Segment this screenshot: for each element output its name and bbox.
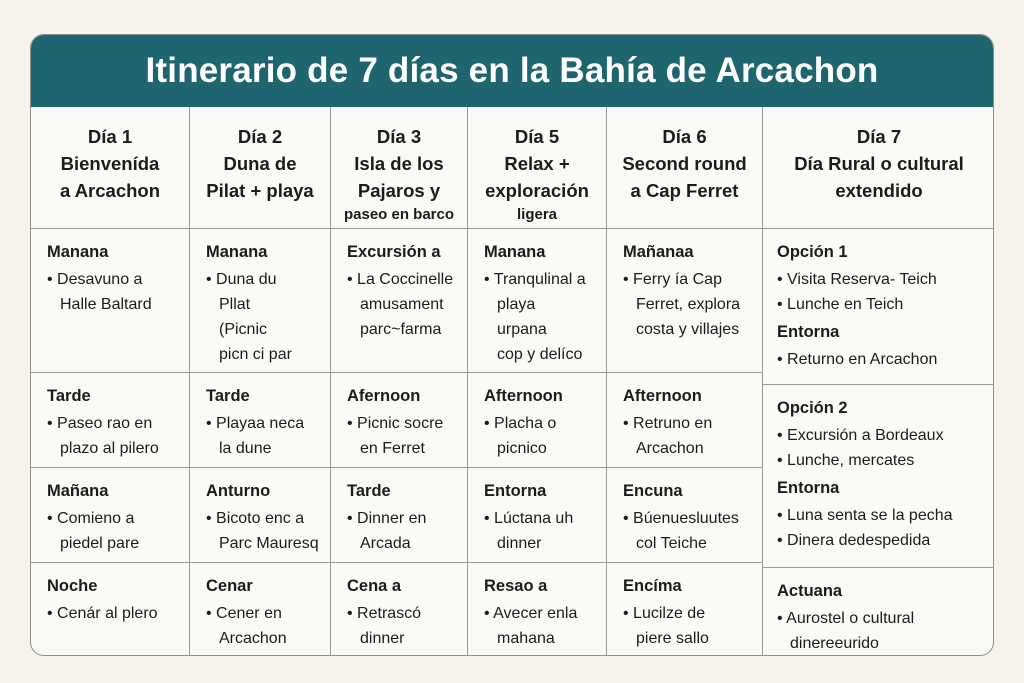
activity-item: • Comieno a <box>47 510 135 527</box>
time-slot-heading: Noche <box>47 577 98 595</box>
activity-item-cont: Arcachon <box>636 440 704 457</box>
day-header <box>190 107 330 229</box>
activity-item: • Ferry ía Cap <box>623 271 722 288</box>
schedule-cell <box>190 468 330 563</box>
day-column <box>468 107 607 656</box>
activity-item: • Lúctana uh <box>484 510 574 527</box>
activity-item: • Paseo rao en <box>47 415 153 432</box>
time-slot-heading: Tarde <box>347 482 391 500</box>
day-title-line: Second round <box>622 153 747 174</box>
schedule-cell <box>763 568 994 656</box>
day-column <box>763 107 994 656</box>
time-slot-heading: Entorna <box>777 479 840 497</box>
schedule-cell <box>468 373 606 468</box>
day-title-line: Relax + <box>504 153 570 174</box>
activity-item-cont: plazo al pilero <box>60 440 159 457</box>
day-title-line: Bienvenída <box>60 153 160 174</box>
time-slot-heading: Manana <box>484 243 546 261</box>
activity-item-cont: (Picnic <box>219 321 268 338</box>
activity-item-cont: dinereeurido <box>790 635 879 652</box>
day-column <box>607 107 763 656</box>
day-column <box>190 107 331 656</box>
time-slot-heading: Opción 1 <box>777 243 848 261</box>
schedule-cell <box>190 373 330 468</box>
day-number: Día 5 <box>514 126 560 147</box>
activity-item-cont: piere sallo <box>636 630 709 647</box>
activity-item: • Lunche en Teich <box>777 296 904 313</box>
schedule-cell <box>31 563 189 656</box>
day-header <box>331 107 467 229</box>
schedule-cell <box>31 468 189 563</box>
activity-item: • Retrascó <box>347 605 422 622</box>
activity-item-cont: parc~farma <box>360 321 442 338</box>
activity-item-cont: picnico <box>497 440 547 457</box>
activity-item-cont: amusament <box>360 296 444 313</box>
time-slot-heading: Mañana <box>47 482 109 500</box>
schedule-cell <box>190 229 330 373</box>
schedule-cell <box>763 385 994 568</box>
day-header <box>468 107 606 229</box>
time-slot-heading: Tarde <box>206 387 250 405</box>
activity-item-cont: dinner <box>360 630 405 647</box>
itinerary-card <box>30 34 994 656</box>
time-slot-heading: Encíma <box>623 577 682 595</box>
title-bar <box>31 35 993 107</box>
time-slot-heading: Mañanaa <box>623 243 694 261</box>
time-slot-heading: Manana <box>47 243 109 261</box>
day-number: Día 7 <box>856 126 902 147</box>
schedule-cell <box>331 563 467 656</box>
activity-item: • Returno en Arcachon <box>777 351 938 368</box>
day-number: Día 3 <box>376 126 422 147</box>
day-column <box>331 107 468 656</box>
activity-item: • Avecer enla <box>484 605 578 622</box>
activity-item: • Luna senta se la pecha <box>777 507 953 524</box>
activity-item-cont: dinner <box>497 535 542 552</box>
day-header <box>763 107 994 229</box>
day-title-line: Día Rural o cultural <box>794 153 964 174</box>
time-slot-heading: Resao a <box>484 577 548 595</box>
time-slot-heading: Excursión a <box>347 243 441 261</box>
activity-item-cont: cop y delíco <box>497 346 583 363</box>
day-title-line: extendido <box>835 180 923 201</box>
schedule-cell <box>331 468 467 563</box>
activity-item: • Bicoto enc a <box>206 510 305 527</box>
time-slot-heading: Opción 2 <box>777 399 848 417</box>
time-slot-heading: Entorna <box>777 323 840 341</box>
day-title-line: paseo en barco <box>343 206 455 223</box>
day-number: Día 6 <box>662 126 707 147</box>
schedule-cell <box>607 468 762 563</box>
activity-item: • Tranqulinal a <box>484 271 586 288</box>
day-title-line: exploración <box>485 180 589 201</box>
day-header <box>607 107 762 229</box>
activity-item: • Desavuno a <box>47 271 143 288</box>
day-title-line: ligera <box>516 206 558 223</box>
page-title: Itinerario de 7 días en la Bahía de Arcachon <box>145 51 879 90</box>
activity-item: • La Coccinelle <box>347 271 454 288</box>
time-slot-heading: Afternoon <box>623 387 702 405</box>
activity-item-cont: Ferret, explora <box>636 296 741 313</box>
schedule-cell <box>607 373 762 468</box>
activity-item-cont: picn ci par <box>219 346 292 363</box>
schedule-cell <box>468 563 606 656</box>
day-title-line: Pilat + playa <box>206 180 314 201</box>
day-header <box>31 107 189 229</box>
activity-item: • Cener en <box>206 605 282 622</box>
time-slot-heading: Actuana <box>777 582 843 600</box>
schedule-cell <box>190 563 330 656</box>
schedule-cell <box>468 468 606 563</box>
time-slot-heading: Encuna <box>623 482 683 500</box>
time-slot-heading: Anturno <box>206 482 271 500</box>
activity-item-cont: mahana <box>497 630 555 647</box>
time-slot-heading: Afernoon <box>347 387 421 405</box>
schedule-cell <box>31 373 189 468</box>
activity-item-cont: la dune <box>219 440 272 457</box>
day-title-line: a Arcachon <box>59 180 161 201</box>
activity-item: • Búenuesluutes <box>623 510 739 527</box>
time-slot-heading: Cena a <box>347 577 402 595</box>
activity-item-cont: Arcada <box>360 535 411 552</box>
activity-item-cont: Arcachon <box>219 630 287 647</box>
activity-item: • Lunche, mercates <box>777 452 915 469</box>
itinerary-table <box>31 107 994 656</box>
schedule-cell <box>763 229 994 385</box>
activity-item-cont: en Ferret <box>360 440 425 457</box>
activity-item: • Retruno en <box>623 415 713 432</box>
activity-item-cont: col Teiche <box>636 535 707 552</box>
time-slot-heading: Cenar <box>206 577 253 595</box>
time-slot-heading: Afternoon <box>484 387 563 405</box>
activity-item: • Playaa neca <box>206 415 305 432</box>
day-title-line: a Cap Ferret <box>630 180 739 201</box>
activity-item-cont: playa <box>497 296 536 313</box>
activity-item: • Excursión a Bordeaux <box>777 427 944 444</box>
day-title-line: Isla de los <box>354 153 444 174</box>
activity-item-cont: Parc Mauresq <box>219 535 319 552</box>
time-slot-heading: Tarde <box>47 387 91 405</box>
schedule-cell <box>331 229 467 373</box>
schedule-cell <box>607 229 762 373</box>
schedule-cell <box>331 373 467 468</box>
activity-item-cont: piedel pare <box>60 535 140 552</box>
activity-item: • Aurostel o cultural <box>777 610 915 627</box>
activity-item-cont: costa y villajes <box>636 321 740 338</box>
day-number: Día 1 <box>87 126 133 147</box>
day-title-line: Duna de <box>223 153 297 174</box>
schedule-cell <box>468 229 606 373</box>
activity-item-cont: Halle Baltard <box>60 296 152 313</box>
activity-item: • Cenár al plero <box>47 605 158 622</box>
activity-item-cont: urpana <box>497 321 547 338</box>
activity-item: • Picnic socre <box>347 415 444 432</box>
activity-item: • Visita Reserva- Teich <box>777 271 937 288</box>
activity-item: • Dinera dedespedida <box>777 532 931 549</box>
time-slot-heading: Manana <box>206 243 268 261</box>
activity-item: • Dinner en <box>347 510 427 527</box>
activity-item: • Duna du <box>206 271 277 288</box>
activity-item: • Lucilze de <box>623 605 706 622</box>
schedule-cell <box>607 563 762 656</box>
activity-item: • Placha o <box>484 415 557 432</box>
day-title-line: Pajaros y <box>357 180 441 201</box>
schedule-cell <box>31 229 189 373</box>
day-column <box>31 107 190 656</box>
activity-item-cont: Pllat <box>219 296 251 313</box>
time-slot-heading: Entorna <box>484 482 547 500</box>
day-number: Día 2 <box>237 126 283 147</box>
